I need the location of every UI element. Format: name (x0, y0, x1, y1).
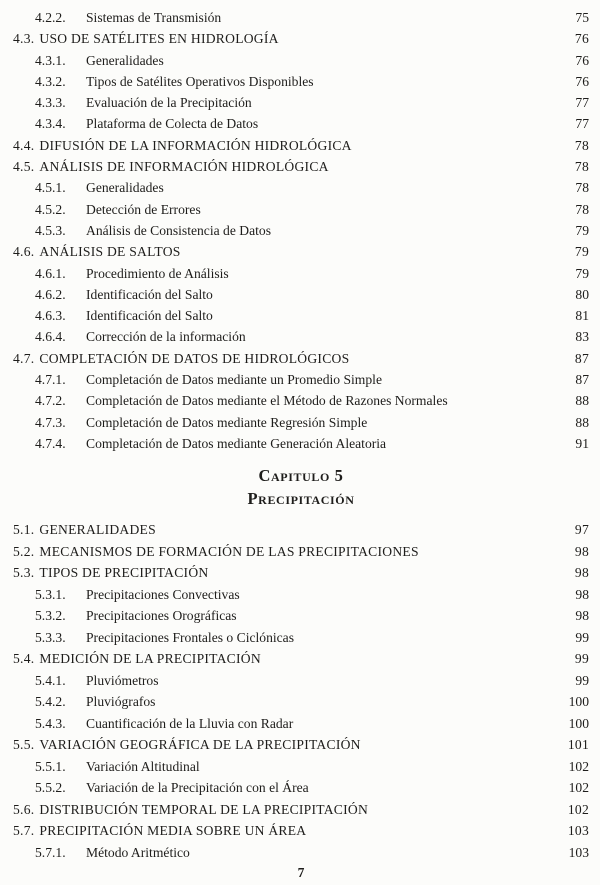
toc-entry-page: 79 (575, 222, 589, 238)
toc-entry (13, 670, 589, 692)
toc-entry-number: 5.4.2. (35, 694, 66, 710)
toc-entry-page: 99 (575, 672, 589, 688)
toc-entry (13, 412, 589, 433)
toc-entry (13, 627, 589, 649)
toc-entry-page: 103 (568, 844, 589, 860)
toc-entry-page: 88 (575, 414, 589, 430)
toc-entry-title: Identificación del Salto (86, 308, 213, 324)
toc-entry-page: 97 (574, 522, 589, 538)
toc-entry (13, 541, 589, 563)
toc-entry-number: 4.6.3. (35, 308, 66, 324)
toc-entry (13, 734, 589, 756)
toc-entry (13, 28, 589, 49)
toc-entry-number: 4.5. (13, 159, 35, 175)
toc-entry-title: DISTRIBUCIÓN TEMPORAL DE LA PRECIPITACIÓN (39, 801, 369, 817)
toc-entry-page: 78 (574, 159, 589, 175)
toc-entry-title: Variación Altitudinal (86, 758, 200, 774)
toc-entry-page: 76 (574, 31, 589, 47)
toc-entry-title: Completación de Datos mediante Generación Aleatoria (86, 435, 387, 451)
toc-entry-title: Plataforma de Colecta de Datos (86, 116, 259, 132)
toc-entry-number: 4.3. (13, 31, 35, 47)
toc-entry-number: 4.3.1. (35, 52, 66, 68)
toc-entry-page: 79 (574, 244, 589, 260)
toc-entry-number: 5.3.3. (35, 629, 66, 645)
toc-entry-page: 102 (568, 758, 589, 774)
toc-entry-page: 98 (575, 608, 589, 624)
toc-entry-number: 4.6. (13, 244, 35, 260)
toc-entry (13, 177, 589, 198)
toc-entry-title: Precipitaciones Orográficas (86, 608, 237, 624)
toc-entry-number: 4.6.1. (35, 265, 66, 281)
toc-entry (13, 220, 589, 241)
toc-entry-page: 78 (575, 201, 589, 217)
toc-entry-title: Identificación del Salto (86, 286, 213, 302)
toc-entry-page: 87 (575, 372, 589, 388)
toc-entry-number: 5.3. (13, 565, 35, 581)
toc-entry (13, 777, 589, 799)
toc-entry (13, 433, 589, 454)
toc-entry-title: PRECIPITACIÓN MEDIA SOBRE UN ÁREA (39, 823, 307, 839)
toc-entry-page: 80 (575, 286, 589, 302)
toc-entry-page: 103 (567, 823, 589, 839)
toc-entry-page: 102 (568, 780, 589, 796)
toc-entry (13, 390, 589, 411)
toc-entry (13, 135, 589, 156)
toc-entry (13, 691, 589, 713)
toc-entry (13, 71, 589, 92)
toc-entry-page: 100 (568, 715, 589, 731)
toc-entry-number: 4.5.2. (35, 201, 66, 217)
toc-entry (13, 284, 589, 305)
toc-entry-title: Análisis de Consistencia de Datos (86, 222, 271, 238)
toc-entry-number: 5.6. (13, 801, 35, 817)
toc-entry (13, 263, 589, 284)
toc-entry-title: Precipitaciones Convectivas (86, 586, 240, 602)
toc-entry-number: 5.7. (13, 823, 35, 839)
toc-entry-title: Pluviógrafos (86, 694, 156, 710)
toc-entry-number: 5.3.1. (35, 586, 66, 602)
toc-entry (13, 369, 589, 390)
toc-entry-page: 79 (575, 265, 589, 281)
toc-entry-page: 99 (575, 629, 589, 645)
toc-entry-title: ANÁLISIS DE INFORMACIÓN HIDROLÓGICA (39, 159, 329, 175)
chapter-header (13, 464, 589, 510)
toc-entry (13, 756, 589, 778)
chapter-subtitle: Precipitación (247, 489, 355, 509)
toc-entry-title: Generalidades (86, 52, 164, 68)
toc-entry-title: Pluviómetros (86, 672, 159, 688)
toc-entry-number: 4.3.4. (35, 116, 66, 132)
toc-entry-page: 102 (567, 801, 589, 817)
toc-entry (13, 799, 589, 821)
toc-entry-number: 5.1. (13, 522, 35, 538)
toc-entry-number: 4.2.2. (35, 10, 66, 25)
toc-entry-number: 4.7. (13, 350, 35, 366)
toc-entry (13, 305, 589, 326)
toc-entry (13, 156, 589, 177)
toc-entry-number: 5.5. (13, 737, 35, 753)
toc-entry-page: 78 (574, 137, 589, 153)
toc-entry-title: VARIACIÓN GEOGRÁFICA DE LA PRECIPITACIÓN (39, 737, 361, 753)
toc-entry-page: 99 (574, 651, 589, 667)
toc-entry-title: Precipitaciones Frontales o Ciclónicas (86, 629, 295, 645)
toc-entry-number: 4.5.3. (35, 222, 66, 238)
toc-entry-number: 5.3.2. (35, 608, 66, 624)
toc-entry-title: ANÁLISIS DE SALTOS (39, 244, 181, 260)
toc-entry (13, 7, 589, 28)
toc-entry-page: 76 (575, 52, 589, 68)
toc-entry-page: 100 (568, 694, 589, 710)
toc-entry-number: 5.4.1. (35, 672, 66, 688)
toc-entry (13, 519, 589, 541)
toc-entry (13, 713, 589, 735)
toc-entry-page: 91 (575, 435, 589, 451)
toc-list-part1 (13, 7, 589, 454)
toc-entry-title: USO DE SATÉLITES EN HIDROLOGÍA (39, 31, 279, 47)
toc-entry-title: Variación de la Precipitación con el Área (86, 780, 309, 796)
toc-entry (13, 326, 589, 347)
toc-entry-page: 77 (575, 95, 589, 111)
toc-entry-title: TIPOS DE PRECIPITACIÓN (39, 565, 209, 581)
toc-entry-page: 88 (575, 393, 589, 409)
toc-entry-title: COMPLETACIÓN DE DATOS DE HIDROLÓGICOS (39, 350, 350, 366)
toc-entry-number: 4.7.4. (35, 435, 66, 451)
toc-entry-number: 4.6.2. (35, 286, 66, 302)
toc-entry-number: 4.4. (13, 137, 35, 153)
toc-entry-page: 83 (575, 329, 589, 345)
toc-entry-title: Completación de Datos mediante un Promedio Simple (86, 372, 382, 388)
toc-entry-number: 4.5.1. (35, 180, 66, 196)
toc-entry (13, 562, 589, 584)
chapter-title: Capitulo 5 (258, 466, 344, 486)
toc-entry-page: 87 (574, 350, 589, 366)
toc-entry-title: Generalidades (86, 180, 164, 196)
toc-entry-number: 4.3.3. (35, 95, 66, 111)
toc-entry-title: Cuantificación de la Lluvia con Radar (86, 715, 294, 731)
toc-entry-page: 76 (575, 73, 589, 89)
toc-entry-number: 5.4. (13, 651, 35, 667)
toc-entry-title: DIFUSIÓN DE LA INFORMACIÓN HIDROLÓGICA (39, 137, 352, 153)
toc-entry-page: 101 (567, 737, 589, 753)
toc-entry (13, 842, 589, 864)
toc-entry-page: 77 (575, 116, 589, 132)
toc-entry-title: Corrección de la información (86, 329, 246, 345)
toc-entry-title: MECANISMOS DE FORMACIÓN DE LAS PRECIPITACIONES (39, 543, 419, 559)
toc-entry-title: Completación de Datos mediante Regresión Simple (86, 414, 368, 430)
toc-entry-number: 5.7.1. (35, 844, 66, 860)
toc-entry-number: 4.6.4. (35, 329, 66, 345)
toc-entry-title: Evaluación de la Precipitación (86, 95, 252, 111)
toc-entry-number: 4.7.1. (35, 372, 66, 388)
toc-entry-title: Método Aritmético (86, 844, 190, 860)
toc-entry (13, 199, 589, 220)
toc-entry-page: 98 (574, 543, 589, 559)
page-number-footer: 7 (297, 865, 305, 881)
toc-entry-title: MEDICIÓN DE LA PRECIPITACIÓN (39, 651, 261, 667)
toc-entry-page: 81 (575, 308, 589, 324)
toc-entry-page: 75 (575, 10, 589, 25)
toc-entry (13, 113, 589, 134)
toc-entry-number: 5.5.1. (35, 758, 66, 774)
toc-entry (13, 584, 589, 606)
toc-entry-title: Tipos de Satélites Operativos Disponibles (86, 73, 314, 89)
toc-entry (13, 605, 589, 627)
toc-entry (13, 820, 589, 842)
toc-entry-page: 98 (575, 586, 589, 602)
toc-entry (13, 241, 589, 262)
toc-entry-number: 4.3.2. (35, 73, 66, 89)
toc-entry-title: Detección de Errores (86, 201, 201, 217)
toc-entry-title: Completación de Datos mediante el Método de Razones Normales (86, 393, 448, 409)
toc-entry (13, 648, 589, 670)
toc-entry-title: Procedimiento de Análisis (86, 265, 229, 281)
toc-entry (13, 50, 589, 71)
toc-entry (13, 92, 589, 113)
toc-entry-number: 4.7.2. (35, 393, 66, 409)
toc-list-part2 (13, 519, 589, 863)
toc-entry-title: GENERALIDADES (39, 522, 156, 538)
toc-entry-number: 4.7.3. (35, 414, 66, 430)
toc-entry-number: 5.4.3. (35, 715, 66, 731)
toc-entry-page: 78 (575, 180, 589, 196)
toc-entry (13, 348, 589, 369)
toc-entry-title: Sistemas de Transmisión (86, 10, 222, 25)
toc-entry-number: 5.5.2. (35, 780, 66, 796)
toc-entry-page: 98 (574, 565, 589, 581)
toc-entry-number: 5.2. (13, 543, 35, 559)
